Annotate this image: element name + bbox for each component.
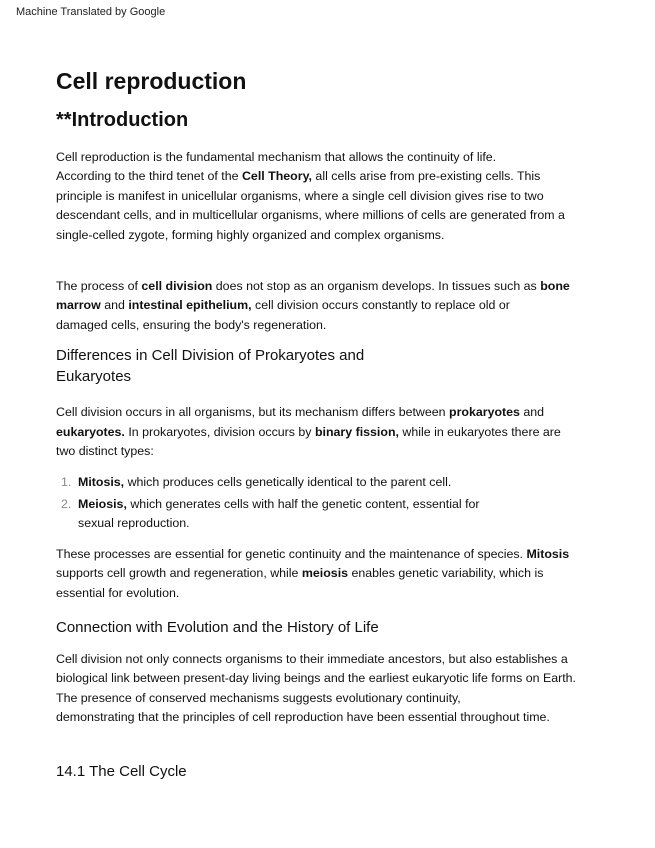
- list-item: 1. Mitosis, which produces cells genetically identical to the parent cell.: [61, 475, 452, 490]
- processes-paragraph: These processes are essential for genetic continuity and the maintenance of species. Mitosis supports cell growth and regeneration, while meiosis enables genetic variability, which is essential for evolution.: [56, 546, 570, 600]
- division-types-list: [56, 473, 596, 533]
- intro-paragraph-1: Cell reproduction is the fundamental mechanism that allows the continuity of life. According to the third tenet of the Cell Theory, all cells arise from pre-existing cells. This principle is manifest in unicellular organisms, where a single cell division gives rise to two descendant cells, and in multicellular organisms, where millions of cells are generated from a single-celled zygote, forming highly organized and complex organisms.: [56, 150, 565, 242]
- cell-cycle-heading: 14.1 The Cell Cycle: [56, 762, 187, 780]
- differences-heading: Differences in Cell Division of Prokaryotes and Eukaryotes: [56, 347, 365, 386]
- differences-paragraph: Cell division occurs in all organisms, but its mechanism differs between prokaryotes and eukaryotes. In prokaryotes, division occurs by binary fission, while in eukaryotes there are two distinct types:: [56, 405, 561, 459]
- intro-heading: **Introduction: [56, 109, 189, 131]
- evolution-heading: Connection with Evolution and the History of Life: [56, 618, 379, 636]
- machine-translation-note: Machine Translated by Google: [16, 6, 166, 18]
- evolution-paragraph: Cell division not only connects organisms to their immediate ancestors, but also establishes a biological link between present-day living beings and the earliest eukaryotic life forms on Earth. The presence of conserved mechanisms suggests evolutionary continuity, demonstrating that the principles of cell reproduction have been essential throughout time.: [56, 651, 577, 725]
- page-title: Cell reproduction: [56, 68, 247, 94]
- document-page: [56, 66, 596, 782]
- list-item: 2. Meiosis, which generates cells with half the genetic content, essential for sexual reproduction.: [61, 496, 480, 531]
- intro-paragraph-2: The process of cell division does not stop as an organism develops. In tissues such as bone marrow and intestinal epithelium, cell division occurs constantly to replace old or damaged cells, ensuring the body's regeneration.: [56, 279, 570, 332]
